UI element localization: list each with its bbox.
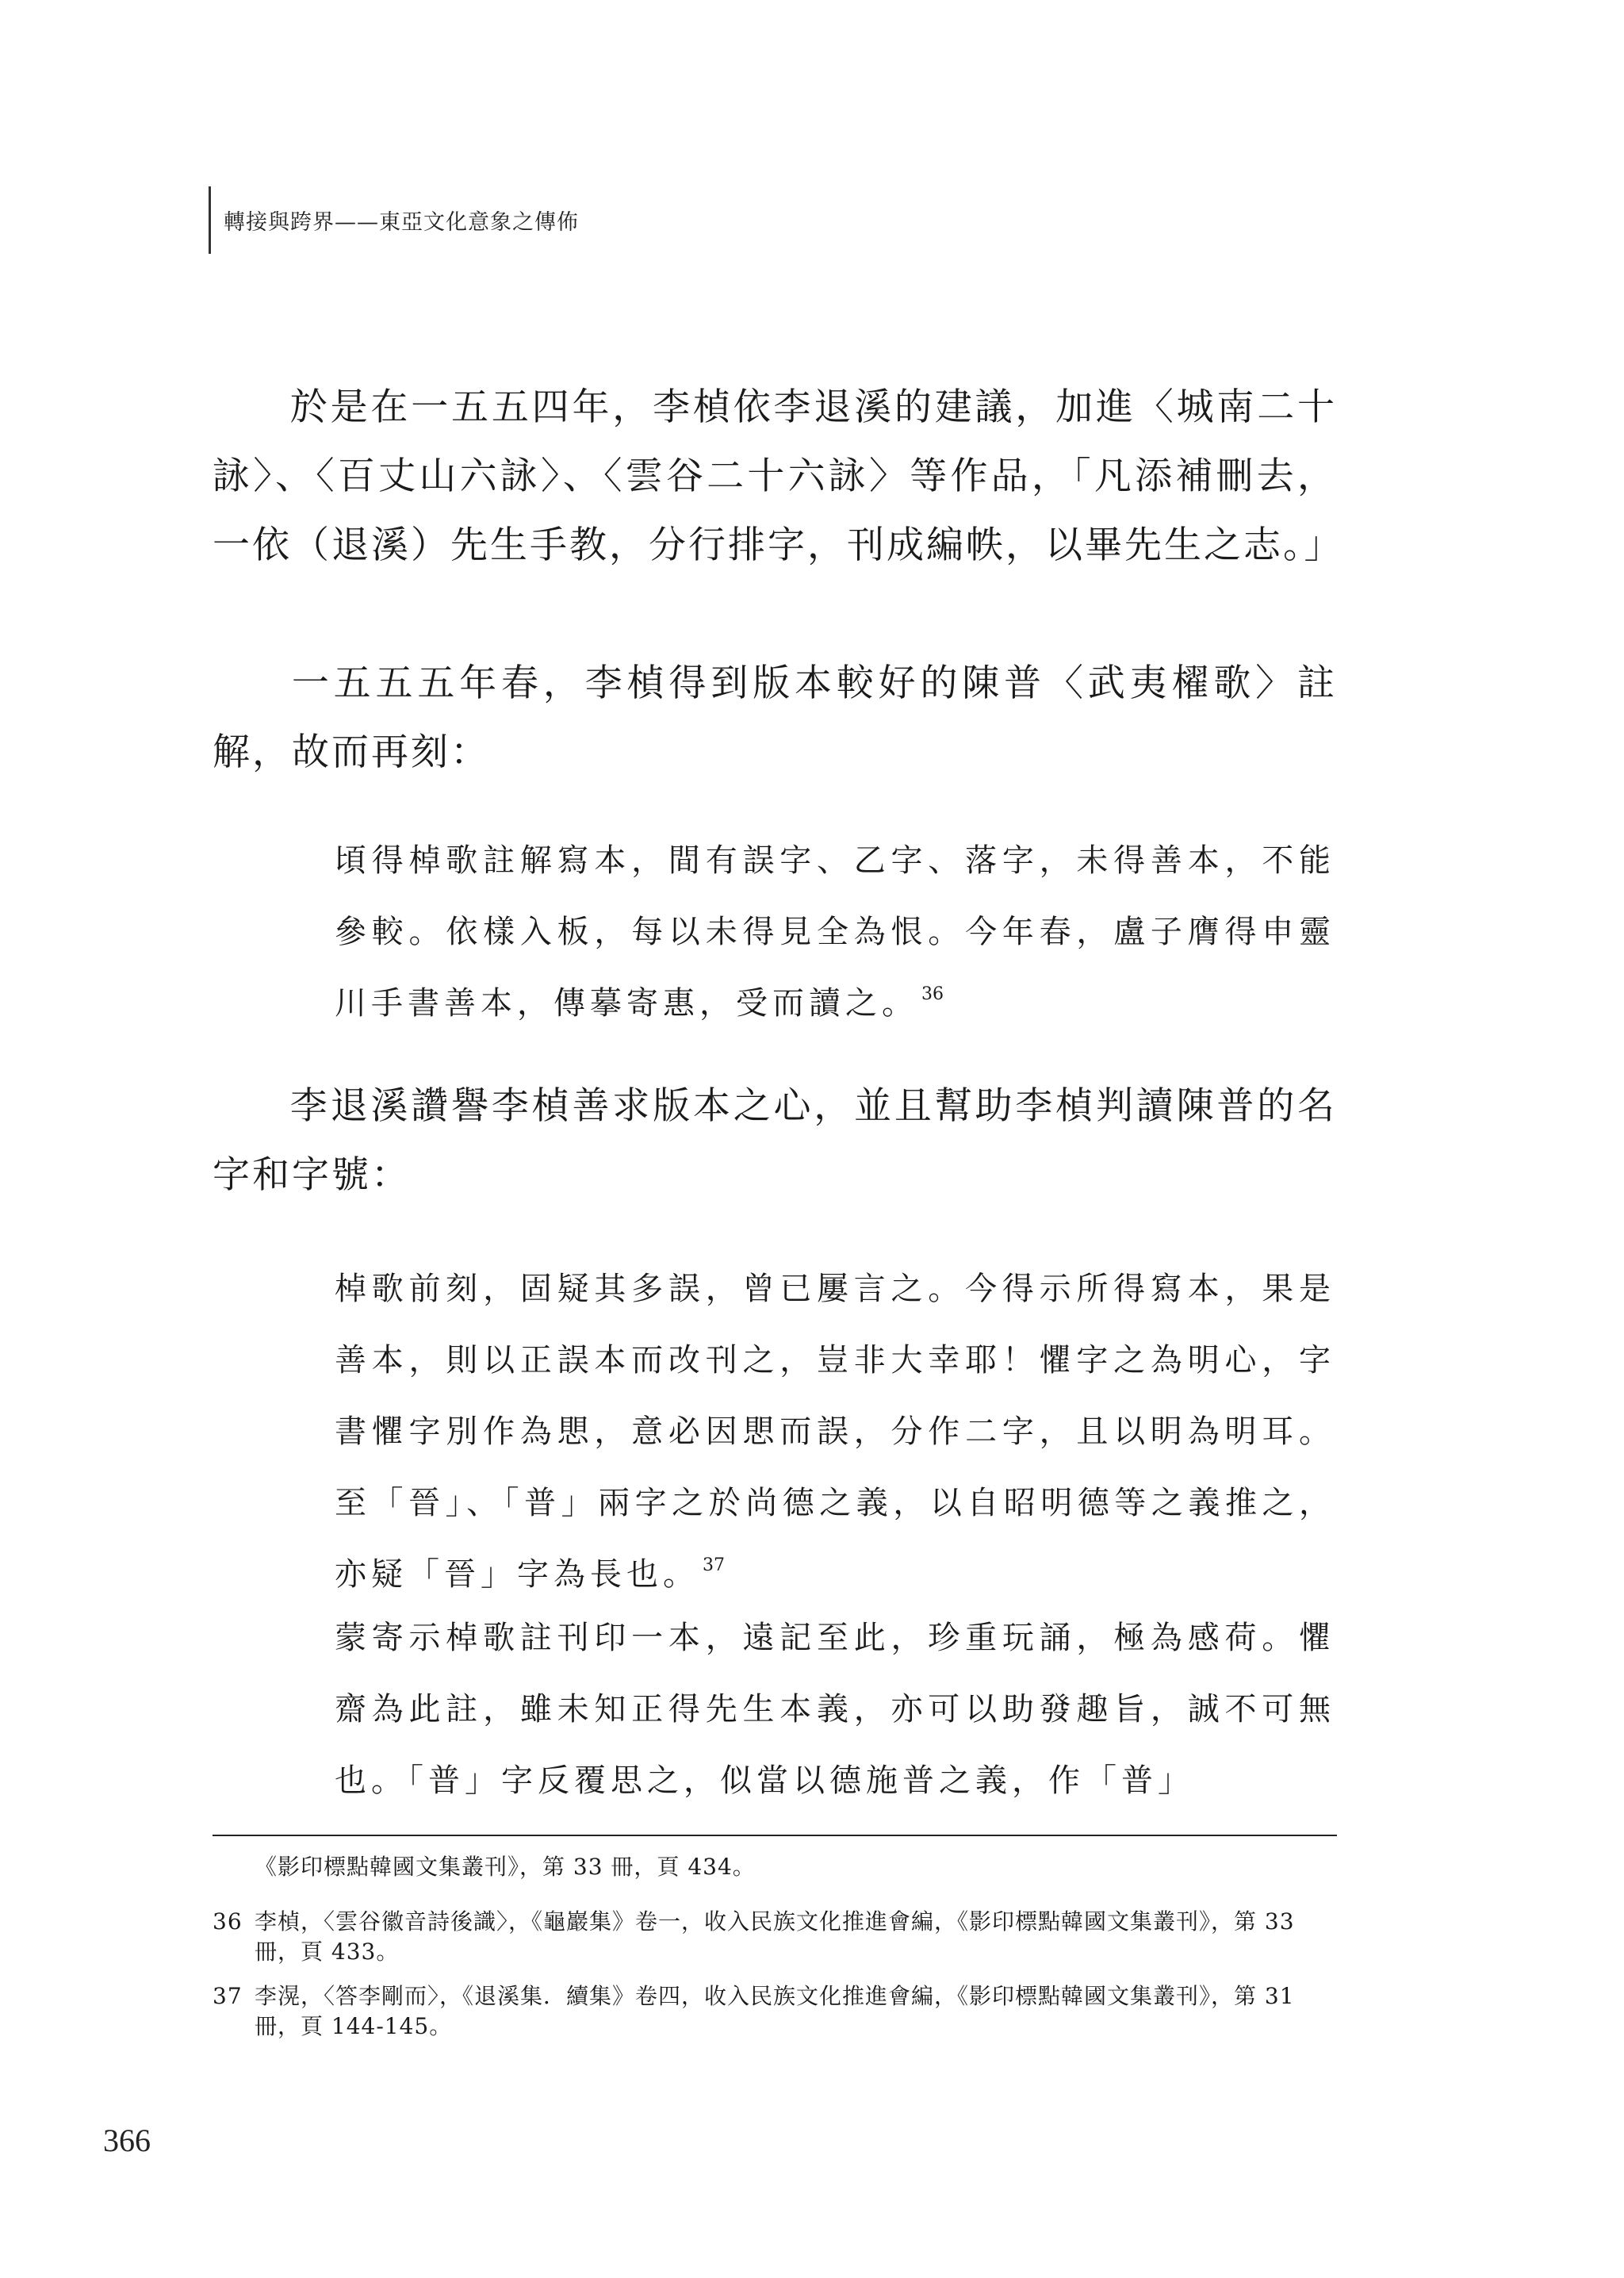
page-number: 366 xyxy=(103,2123,151,2158)
paragraph-1-text: 於是在一五五四年，李楨依李退溪的建議，加進〈城南二十詠〉、〈百丈山六詠〉、〈雲谷二十六詠〉等作品，「凡添補刪去，一依（退溪）先生手教，分行排字，刊成編帙，以畢先生之志。」 xyxy=(213,385,1344,567)
footnote-number: 37 xyxy=(213,1983,243,2009)
footnote-36 xyxy=(213,1907,1337,1967)
footnote-text: 李楨，〈雲谷徽音詩後識〉，《龜巖集》卷一，收入民族文化推進會編，《影印標點韓國文集叢刊》，第 33 冊，頁 433。 xyxy=(255,1908,1295,1965)
running-title: 轉接與跨界——東亞文化意象之傳佈 xyxy=(224,210,579,235)
footnote-ref-36: 36 xyxy=(921,984,944,1004)
body-paragraph-2 xyxy=(213,649,1337,787)
footnote-text: 李滉，〈答李剛而〉，《退溪集．續集》卷四，收入民族文化推進會編，《影印標點韓國文集叢刊》，第 31 冊，頁 144-145。 xyxy=(255,1983,1295,2039)
block-quote-1 xyxy=(335,825,1335,1039)
footnote-continued-text: 《影印標點韓國文集叢刊》，第 33 冊，頁 434。 xyxy=(255,1854,756,1880)
quote-1-text: 頃得棹歌註解寫本，間有誤字、乙字、落字，未得善本，不能參較。依樣入板，每以未得見全為恨。今年春，盧子膺得申靈川手書善本，傳摹寄惠，受而讀之。 xyxy=(335,842,1335,1022)
quote-2-text: 棹歌前刻，固疑其多誤，曾已屢言之。今得示所得寫本，果是善本，則以正誤本而改刊之，豈非大幸耶！懼字之為明心，字書懼字別作為愳，意必因愳而誤，分作二字，且以眀為明耳。至「晉」、「普」兩字之於尚德之義，以自昭明德等之義推之，亦疑「晉」字為長也。 xyxy=(335,1271,1335,1593)
block-quote-2 xyxy=(335,1253,1335,1610)
footnote-continued xyxy=(213,1852,1337,1882)
footnote-divider xyxy=(213,1835,1337,1836)
body-paragraph-3 xyxy=(213,1072,1337,1210)
footnote-number: 36 xyxy=(213,1908,243,1935)
body-paragraph-1 xyxy=(213,373,1344,580)
footnote-37 xyxy=(213,1981,1337,2042)
quote-3-text: 蒙寄示棹歌註刊印一本，遠記至此，珍重玩誦，極為感荷。懼齋為此註，雖未知正得先生本義，亦可以助發趣旨，誠不可無也。「普」字反覆思之，似當以德施普之義，作「普」 xyxy=(335,1620,1335,1799)
running-head xyxy=(209,186,579,254)
paragraph-2-text: 一五五五年春，李楨得到版本較好的陳普〈武夷櫂歌〉註解，故而再刻： xyxy=(213,662,1337,774)
paragraph-3-text: 李退溪讚譽李楨善求版本之心，並且幫助李楨判讀陳普的名字和字號： xyxy=(213,1084,1337,1197)
block-quote-3 xyxy=(335,1602,1335,1816)
footnote-ref-37: 37 xyxy=(703,1555,725,1575)
